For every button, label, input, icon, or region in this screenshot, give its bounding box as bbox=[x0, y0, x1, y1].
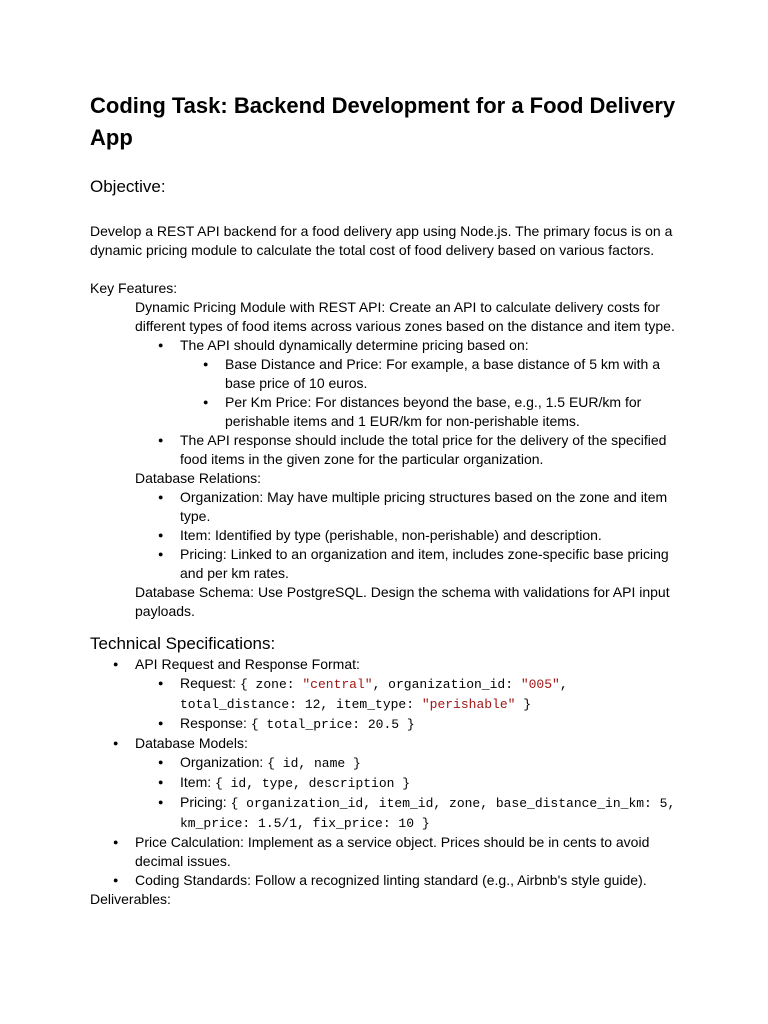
objective-heading: Objective: bbox=[90, 177, 166, 196]
objective-text: Develop a REST API backend for a food delivery app using Node.js. The primary focus is on a dynamic pricing module to calculate the total cost of food delivery based on various factors. bbox=[90, 223, 673, 258]
list-item bbox=[90, 714, 680, 734]
api-determine-text: The API should dynamically determine pricing based on: bbox=[180, 337, 529, 353]
response-label: Response: bbox=[180, 715, 251, 731]
list-item bbox=[90, 674, 680, 714]
tech-specs-list bbox=[90, 655, 680, 674]
key-features-label: Key Features: bbox=[90, 280, 178, 296]
list-item bbox=[90, 393, 680, 431]
item-model-label: Item: bbox=[180, 774, 216, 790]
pricing-factors-list bbox=[90, 355, 680, 431]
response-code: { total_price: 20.5 } bbox=[250, 717, 415, 732]
org-model-code: { id, name } bbox=[267, 756, 361, 771]
organization-relation-text: Organization: May have multiple pricing structures based on the zone and item type. bbox=[180, 489, 668, 524]
price-calc-text: Price Calculation: Implement as a service object. Prices should be in cents to avoid decimal issues. bbox=[135, 834, 650, 869]
db-models-list bbox=[90, 753, 680, 833]
code-string: "005" bbox=[520, 677, 560, 692]
code-fragment: } bbox=[515, 697, 532, 712]
list-item bbox=[90, 833, 680, 871]
list-item bbox=[90, 431, 680, 469]
code-string: "central" bbox=[302, 677, 373, 692]
db-models-list-parent bbox=[90, 734, 680, 753]
tech-specs-list-more bbox=[90, 833, 680, 890]
api-response-text: The API response should include the total price for the delivery of the specified food items in the given zone for the particular organization. bbox=[180, 432, 667, 467]
document-page bbox=[90, 90, 680, 909]
code-fragment: { zone: bbox=[239, 677, 303, 692]
list-item bbox=[90, 773, 680, 793]
list-item bbox=[90, 871, 680, 890]
tech-specs-heading: Technical Specifications: bbox=[90, 634, 276, 653]
list-item bbox=[90, 655, 680, 674]
dynamic-pricing-text: Dynamic Pricing Module with REST API: Create an API to calculate delivery costs for different types of food items across various zones based on the distance and item type. bbox=[135, 299, 675, 334]
pricing-model-code-line2: km_price: 1.5/1, fix_price: 10 } bbox=[180, 816, 430, 831]
org-model-label: Organization: bbox=[180, 754, 268, 770]
api-format-list bbox=[90, 674, 680, 734]
code-fragment: , bbox=[559, 677, 568, 692]
list-item bbox=[90, 526, 680, 545]
document-title: Coding Task: Backend Development for a Food Delivery App bbox=[90, 93, 676, 150]
list-item bbox=[90, 753, 680, 773]
api-response-list bbox=[90, 431, 680, 469]
item-model-code: { id, type, description } bbox=[215, 776, 411, 791]
list-item bbox=[90, 793, 680, 833]
per-km-text: Per Km Price: For distances beyond the base, e.g., 1.5 EUR/km for perishable items and 1 EUR/km for non-perishable items. bbox=[225, 394, 642, 429]
list-item bbox=[90, 336, 680, 355]
pricing-model-label: Pricing: bbox=[180, 794, 231, 810]
pricing-relation-text: Pricing: Linked to an organization and item, includes zone-specific base pricing and per km rates. bbox=[180, 546, 669, 581]
list-item bbox=[90, 355, 680, 393]
request-label: Request: bbox=[180, 675, 240, 691]
list-item bbox=[90, 545, 680, 583]
deliverables-label: Deliverables: bbox=[90, 891, 171, 907]
list-item bbox=[90, 488, 680, 526]
db-models-text: Database Models: bbox=[135, 735, 248, 751]
pricing-model-code-line1: { organization_id, item_id, zone, base_distance_in_km: 5, bbox=[230, 796, 676, 811]
code-string: "perishable" bbox=[421, 697, 516, 712]
db-relations-label: Database Relations: bbox=[135, 470, 262, 486]
code-fragment: total_distance: 12, item_type: bbox=[180, 697, 422, 712]
coding-standards-text: Coding Standards: Follow a recognized linting standard (e.g., Airbnb's style guide). bbox=[135, 872, 647, 888]
code-fragment: , organization_id: bbox=[372, 677, 521, 692]
list-item bbox=[90, 734, 680, 753]
dynamic-pricing-list bbox=[90, 336, 680, 355]
item-relation-text: Item: Identified by type (perishable, non-perishable) and description. bbox=[180, 527, 602, 543]
db-schema-text: Database Schema: Use PostgreSQL. Design the schema with validations for API input payloads. bbox=[135, 584, 670, 619]
api-format-text: API Request and Response Format: bbox=[135, 656, 360, 672]
db-relations-list bbox=[90, 488, 680, 583]
base-distance-text: Base Distance and Price: For example, a base distance of 5 km with a base price of 10 euros. bbox=[225, 356, 660, 391]
